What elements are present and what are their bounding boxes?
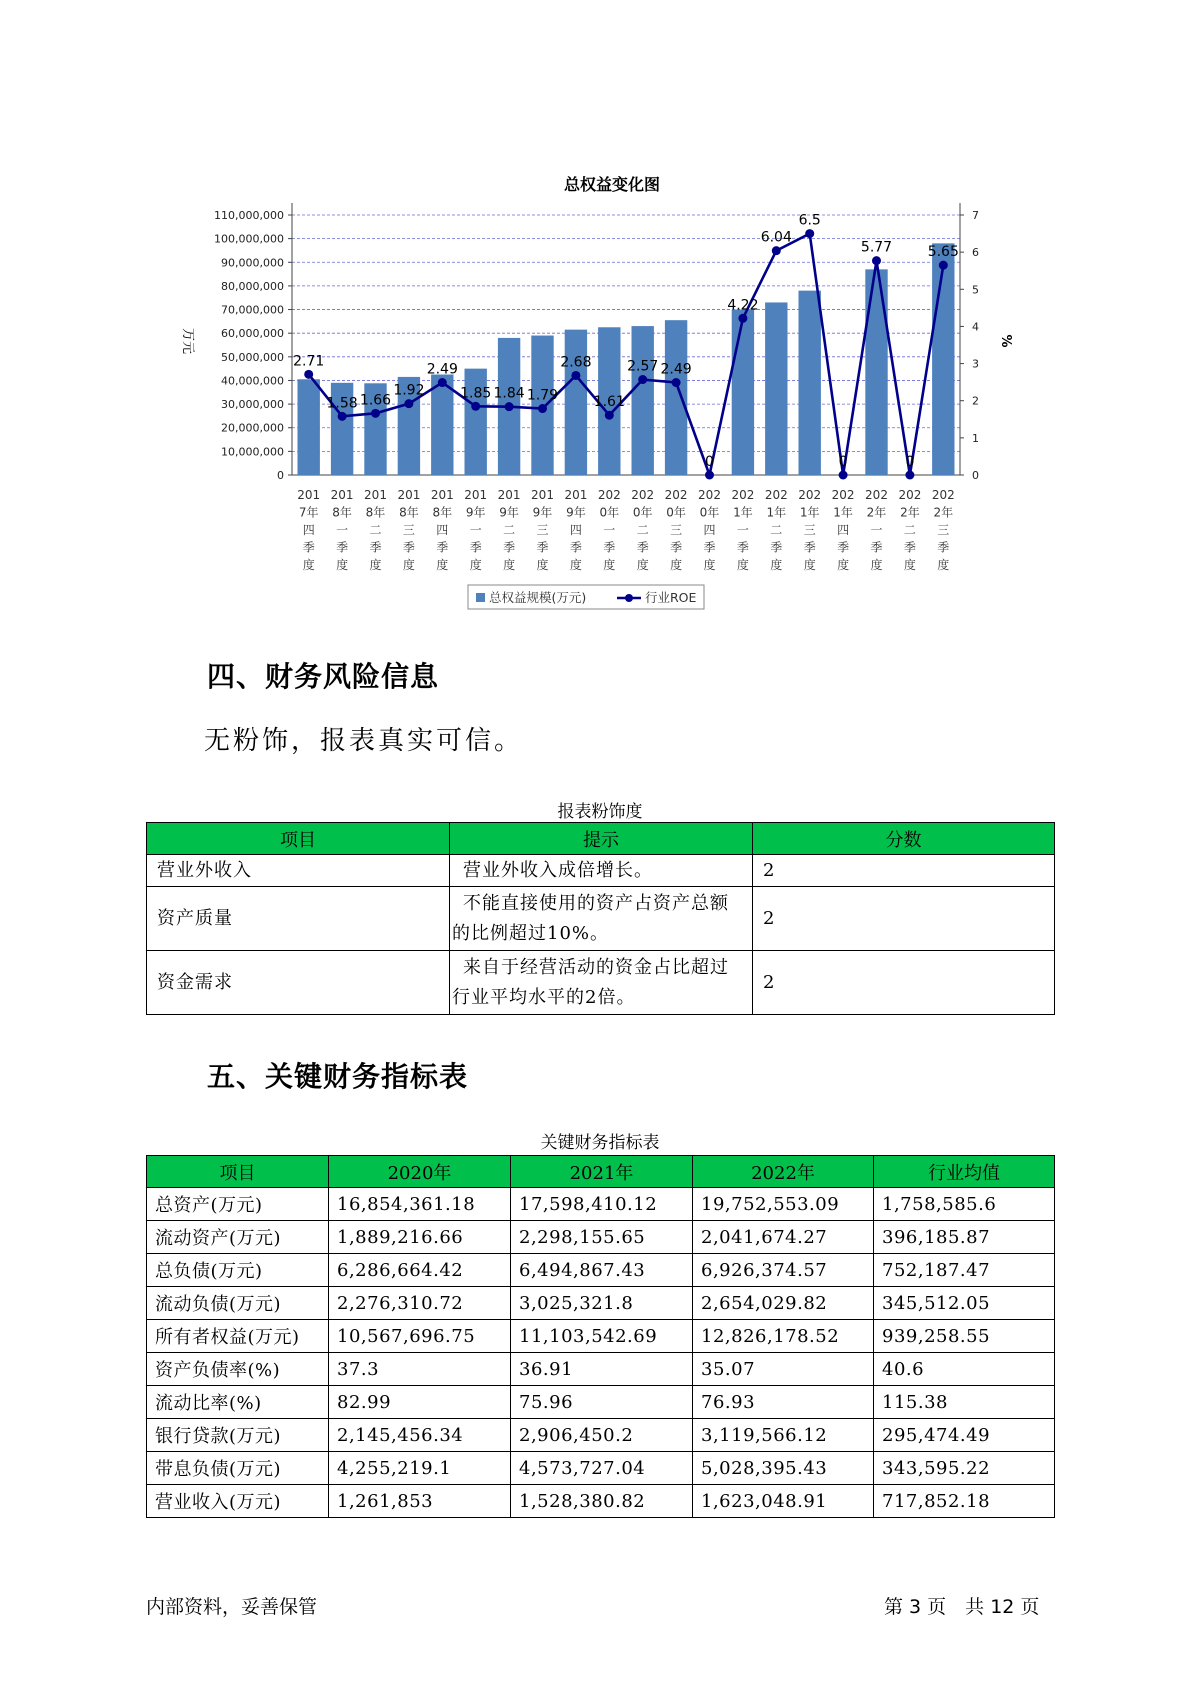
x-tick-label: 度: [536, 558, 549, 572]
kpi-value-cell: 36.91: [511, 1353, 693, 1386]
x-tick-label: 季: [536, 540, 549, 555]
bar: [732, 310, 754, 475]
roe-data-label: 1.58: [326, 395, 358, 412]
kpi-value-cell: 6,286,664.42: [329, 1254, 511, 1287]
x-tick-label: 9年: [566, 505, 586, 520]
x-tick-label: 季: [603, 540, 616, 555]
table-row: [147, 1320, 1055, 1353]
roe-data-label: 1.79: [526, 387, 559, 404]
risk-item: 营业外收入: [147, 855, 450, 887]
x-tick-label: 二: [503, 523, 516, 537]
kpi-value-cell: 10,567,696.75: [329, 1320, 511, 1353]
roe-point: [605, 411, 614, 420]
risk-hint: 来自于经营活动的资金占比超过行业平均水平的2倍。: [450, 951, 753, 1015]
x-tick-label: 度: [302, 558, 315, 572]
x-tick-label: 度: [770, 558, 783, 572]
header-cell: 2022年: [693, 1156, 874, 1188]
y-tick-label: 40,000,000: [221, 374, 284, 388]
legend-line-label: 行业ROE: [645, 590, 697, 605]
kpi-value-cell: 2,041,674.27: [693, 1221, 874, 1254]
x-tick-label: 度: [436, 558, 449, 572]
x-tick-label: 二: [770, 523, 783, 537]
bar: [665, 320, 687, 475]
roe-point: [471, 402, 480, 411]
risk-score: 2: [753, 951, 1055, 1015]
x-tick-label: 2年: [900, 505, 920, 520]
kpi-value-cell: 752,187.47: [874, 1254, 1055, 1287]
kpi-table: [146, 1155, 1055, 1518]
x-tick-label: 201: [364, 488, 387, 502]
kpi-value-cell: 717,852.18: [874, 1485, 1055, 1518]
header-cell: 提示: [450, 823, 753, 855]
x-tick-label: 度: [736, 558, 749, 572]
roe-data-label: 5.77: [860, 239, 893, 256]
kpi-value-cell: 3,025,321.8: [511, 1287, 693, 1320]
table-row: [147, 1287, 1055, 1320]
x-tick-label: 一: [870, 523, 883, 537]
table-row: [147, 1188, 1055, 1221]
x-tick-label: 2年: [866, 505, 887, 520]
roe-point: [905, 471, 914, 480]
roe-data-label: 1.61: [593, 394, 625, 411]
x-tick-label: 季: [569, 540, 582, 555]
risk-table-header-row: [147, 823, 1055, 855]
kpi-value-cell: 1,758,585.6: [874, 1188, 1055, 1221]
kpi-value-cell: 12,826,178.52: [693, 1320, 874, 1353]
roe-point: [805, 229, 814, 238]
x-tick-label: 季: [937, 540, 950, 555]
x-tick-label: 季: [670, 540, 683, 555]
x-tick-label: 度: [336, 558, 349, 572]
x-tick-label: 度: [837, 558, 850, 572]
footer-page-number: 第 3 页 共 12 页: [884, 1596, 1040, 1618]
roe-point: [538, 404, 547, 413]
x-tick-label: 季: [837, 540, 850, 555]
roe-point: [404, 399, 413, 408]
x-tick-label: 四: [837, 523, 850, 537]
roe-data-label: 4.22: [727, 297, 759, 314]
roe-point: [772, 246, 781, 255]
x-tick-label: 202: [798, 488, 822, 502]
x-tick-label: 8年: [432, 505, 453, 520]
kpi-row-label: 流动负债(万元): [147, 1287, 329, 1320]
kpi-value-cell: 82.99: [329, 1386, 511, 1419]
x-tick-label: 201: [497, 488, 521, 502]
x-tick-label: 0年: [699, 505, 720, 520]
roe-data-label: 0: [838, 454, 848, 470]
x-tick-label: 度: [803, 558, 816, 572]
header-cell: 2020年: [329, 1156, 511, 1188]
x-tick-label: 二: [636, 523, 649, 537]
x-tick-label: 202: [831, 488, 855, 502]
x-tick-label: 9年: [499, 505, 519, 520]
x-tick-label: 度: [402, 558, 415, 572]
y-tick-label: 10,000,000: [221, 445, 284, 459]
y2-tick-label: 7: [972, 209, 979, 222]
kpi-value-cell: 2,298,155.65: [511, 1221, 693, 1254]
x-tick-label: 季: [402, 540, 415, 555]
kpi-value-cell: 939,258.55: [874, 1320, 1055, 1353]
x-tick-label: 度: [870, 558, 883, 572]
roe-point: [872, 256, 881, 265]
x-tick-label: 一: [736, 523, 749, 537]
kpi-value-cell: 19,752,553.09: [693, 1188, 874, 1221]
x-tick-label: 三: [536, 523, 549, 537]
chart-title: 总权益变化图: [563, 175, 661, 194]
x-tick-label: 7年: [298, 505, 319, 520]
x-tick-label: 201: [464, 488, 488, 502]
kpi-value-cell: 5,028,395.43: [693, 1452, 874, 1485]
bar: [799, 291, 821, 475]
risk-score: 2: [753, 855, 1055, 887]
kpi-value-cell: 2,276,310.72: [329, 1287, 511, 1320]
x-tick-label: 202: [631, 488, 655, 502]
roe-data-label: 6.04: [760, 229, 792, 246]
kpi-value-cell: 4,255,219.1: [329, 1452, 511, 1485]
kpi-value-cell: 396,185.87: [874, 1221, 1055, 1254]
x-tick-label: 度: [937, 558, 950, 572]
risk-table: [146, 822, 1055, 1015]
x-tick-label: 季: [369, 540, 382, 555]
bar: [565, 330, 587, 475]
x-tick-label: 1年: [833, 505, 853, 520]
bar: [298, 379, 320, 475]
kpi-value-cell: 75.96: [511, 1386, 693, 1419]
equity-chart: [170, 165, 1020, 625]
kpi-row-label: 银行贷款(万元): [147, 1419, 329, 1452]
header-cell: 行业均值: [874, 1156, 1055, 1188]
kpi-row-label: 资产负债率(%): [147, 1353, 329, 1386]
roe-point: [738, 314, 747, 323]
x-tick-label: 201: [330, 488, 354, 502]
x-tick-label: 一: [469, 523, 482, 537]
kpi-row-label: 总资产(万元): [147, 1188, 329, 1221]
header-cell: 项目: [147, 823, 450, 855]
table-row: [147, 855, 1055, 887]
table-row: [147, 1452, 1055, 1485]
bar: [932, 243, 954, 475]
roe-data-label: 1.85: [460, 385, 492, 402]
x-tick-label: 季: [636, 540, 649, 555]
kpi-table-header-row: [147, 1156, 1055, 1188]
x-tick-label: 一: [336, 523, 349, 537]
x-tick-label: 202: [664, 488, 688, 502]
kpi-row-label: 总负债(万元): [147, 1254, 329, 1287]
x-tick-label: 三: [670, 523, 683, 537]
x-tick-label: 2年: [933, 505, 954, 520]
x-tick-label: 季: [436, 540, 449, 555]
x-tick-label: 8年: [365, 505, 386, 520]
y-tick-label: 80,000,000: [221, 279, 284, 293]
roe-point: [304, 370, 313, 379]
roe-data-label: 2.57: [627, 358, 659, 375]
x-tick-label: 度: [703, 558, 716, 572]
roe-point: [371, 409, 380, 418]
roe-point: [438, 378, 447, 387]
risk-item: 资产质量: [147, 887, 450, 951]
x-tick-label: 201: [397, 488, 421, 502]
kpi-value-cell: 295,474.49: [874, 1419, 1055, 1452]
section-4-paragraph: 无粉饰，报表真实可信。: [204, 726, 524, 756]
x-tick-label: 季: [469, 540, 482, 555]
roe-data-label: 2.68: [560, 354, 592, 371]
header-cell: 2021年: [511, 1156, 693, 1188]
x-tick-label: 202: [731, 488, 755, 502]
roe-data-label: 0: [705, 454, 714, 470]
x-tick-label: 季: [336, 540, 349, 555]
x-tick-label: 四: [703, 523, 716, 537]
table-row: [147, 887, 1055, 951]
kpi-value-cell: 11,103,542.69: [511, 1320, 693, 1353]
kpi-value-cell: 40.6: [874, 1353, 1055, 1386]
bar: [765, 302, 787, 475]
risk-table-caption: 报表粉饰度: [557, 802, 643, 822]
y-tick-label: 110,000,000: [214, 209, 284, 222]
y-tick-label: 60,000,000: [221, 327, 284, 341]
y2-tick-label: 4: [972, 320, 979, 334]
x-tick-label: 度: [603, 558, 616, 572]
table-row: [147, 1221, 1055, 1254]
roe-data-label: 1.84: [493, 385, 525, 402]
kpi-row-label: 流动资产(万元): [147, 1221, 329, 1254]
kpi-value-cell: 115.38: [874, 1386, 1055, 1419]
x-tick-label: 201: [430, 488, 454, 502]
legend-bar-swatch: [476, 593, 485, 602]
x-tick-label: 二: [903, 523, 916, 537]
y2-tick-label: 3: [972, 357, 979, 371]
x-tick-label: 0年: [666, 505, 686, 520]
x-tick-label: 202: [931, 488, 955, 502]
x-tick-label: 度: [469, 558, 482, 572]
header-cell: 项目: [147, 1156, 329, 1188]
x-tick-label: 一: [603, 523, 616, 537]
kpi-value-cell: 16,854,361.18: [329, 1188, 511, 1221]
roe-point: [338, 412, 347, 421]
y-tick-label: 30,000,000: [221, 398, 284, 412]
x-tick-label: 季: [803, 540, 816, 555]
x-tick-label: 度: [369, 558, 382, 572]
x-tick-label: 9年: [465, 505, 486, 520]
x-tick-label: 季: [703, 540, 716, 555]
y-tick-label: 20,000,000: [221, 421, 284, 435]
x-tick-label: 202: [698, 488, 721, 502]
bar: [632, 326, 654, 475]
x-tick-label: 度: [903, 558, 916, 572]
table-row: [147, 1254, 1055, 1287]
table-row: [147, 1353, 1055, 1386]
y-tick-label: 0: [277, 469, 284, 482]
x-tick-label: 季: [870, 540, 883, 555]
kpi-row-label: 所有者权益(万元): [147, 1320, 329, 1353]
y2-axis-label: %: [998, 334, 1013, 348]
legend-line-marker: [625, 594, 633, 602]
legend-bar-label: 总权益规模(万元): [489, 590, 587, 605]
roe-point: [505, 402, 514, 411]
y-tick-label: 100,000,000: [214, 232, 284, 246]
kpi-table-caption: 关键财务指标表: [540, 1133, 660, 1153]
kpi-value-cell: 6,494,867.43: [511, 1254, 693, 1287]
kpi-value-cell: 1,261,853: [329, 1485, 511, 1518]
y-tick-label: 50,000,000: [221, 350, 284, 364]
x-tick-label: 季: [302, 540, 315, 555]
kpi-row-label: 营业收入(万元): [147, 1485, 329, 1518]
table-row: [147, 1386, 1055, 1419]
kpi-value-cell: 2,145,456.34: [329, 1419, 511, 1452]
risk-score: 2: [753, 887, 1055, 951]
kpi-value-cell: 6,926,374.57: [693, 1254, 874, 1287]
kpi-table-body: [147, 1188, 1055, 1518]
table-row: [147, 951, 1055, 1015]
kpi-value-cell: 1,528,380.82: [511, 1485, 693, 1518]
x-tick-label: 季: [903, 540, 916, 555]
roe-data-label: 1.66: [359, 392, 392, 409]
x-tick-label: 1年: [733, 505, 753, 520]
x-tick-label: 202: [865, 488, 888, 502]
y-axis-label: 万元: [180, 327, 195, 355]
risk-hint-text: 营业外收入成倍增长。: [463, 859, 653, 881]
x-tick-label: 202: [898, 488, 922, 502]
roe-data-label: 0: [905, 454, 915, 470]
roe-data-label: 2.49: [660, 361, 692, 378]
kpi-value-cell: 2,906,450.2: [511, 1419, 693, 1452]
table-row: [147, 1485, 1055, 1518]
x-tick-label: 201: [531, 488, 554, 502]
x-tick-label: 202: [764, 488, 788, 502]
roe-point: [571, 371, 580, 380]
x-tick-label: 四: [569, 523, 582, 537]
x-tick-label: 三: [402, 523, 415, 537]
x-tick-label: 四: [302, 523, 315, 537]
section-4-heading: 四、财务风险信息: [207, 660, 440, 693]
y2-tick-label: 1: [972, 431, 979, 445]
kpi-value-cell: 345,512.05: [874, 1287, 1055, 1320]
x-tick-label: 201: [564, 488, 588, 502]
y2-tick-label: 2: [972, 394, 979, 408]
x-tick-label: 度: [670, 558, 683, 572]
roe-data-label: 2.71: [293, 353, 325, 370]
kpi-value-cell: 4,573,727.04: [511, 1452, 693, 1485]
x-tick-label: 1年: [799, 505, 820, 520]
x-tick-label: 0年: [632, 505, 653, 520]
x-tick-label: 201: [297, 488, 321, 502]
roe-data-label: 5.65: [927, 244, 959, 261]
x-tick-label: 1年: [766, 505, 787, 520]
section-5-heading: 五、关键财务指标表: [207, 1060, 469, 1093]
kpi-row-label: 流动比率(%): [147, 1386, 329, 1419]
risk-hint: [450, 855, 753, 887]
header-cell: 分数: [753, 823, 1055, 855]
y2-tick-label: 0: [972, 469, 979, 482]
y-tick-label: 70,000,000: [221, 303, 284, 317]
x-tick-label: 8年: [399, 505, 419, 520]
bar: [865, 269, 887, 475]
x-tick-label: 三: [803, 523, 816, 537]
x-tick-label: 0年: [599, 505, 620, 520]
roe-point: [705, 471, 714, 480]
roe-data-label: 2.49: [426, 361, 458, 378]
risk-hint: 不能直接使用的资产占资产总额的比例超过10%。: [450, 887, 753, 951]
y2-tick-label: 5: [972, 283, 979, 297]
x-tick-label: 二: [369, 523, 382, 537]
kpi-row-label: 带息负债(万元): [147, 1452, 329, 1485]
kpi-value-cell: 76.93: [693, 1386, 874, 1419]
x-tick-label: 9年: [532, 505, 553, 520]
kpi-value-cell: 343,595.22: [874, 1452, 1055, 1485]
x-tick-label: 8年: [332, 505, 352, 520]
roe-point: [939, 261, 948, 270]
kpi-value-cell: 35.07: [693, 1353, 874, 1386]
x-tick-label: 季: [770, 540, 783, 555]
x-tick-label: 202: [597, 488, 621, 502]
y-tick-label: 90,000,000: [221, 256, 284, 270]
roe-point: [638, 375, 647, 384]
kpi-value-cell: 1,623,048.91: [693, 1485, 874, 1518]
footer-confidential-note: 内部资料，妥善保管: [146, 1596, 318, 1618]
x-tick-label: 季: [503, 540, 516, 555]
roe-data-label: 1.92: [393, 382, 425, 399]
roe-data-label: 6.5: [798, 212, 821, 229]
x-tick-label: 度: [569, 558, 582, 572]
kpi-value-cell: 37.3: [329, 1353, 511, 1386]
kpi-value-cell: 1,889,216.66: [329, 1221, 511, 1254]
x-tick-label: 三: [937, 523, 950, 537]
roe-point: [839, 471, 848, 480]
x-tick-label: 季: [736, 540, 749, 555]
x-tick-label: 度: [636, 558, 649, 572]
y2-tick-label: 6: [972, 246, 979, 260]
kpi-value-cell: 3,119,566.12: [693, 1419, 874, 1452]
x-tick-label: 四: [436, 523, 449, 537]
x-tick-label: 度: [503, 558, 516, 572]
kpi-value-cell: 17,598,410.12: [511, 1188, 693, 1221]
risk-item: 资金需求: [147, 951, 450, 1015]
table-row: [147, 1419, 1055, 1452]
roe-point: [672, 378, 681, 387]
kpi-value-cell: 2,654,029.82: [693, 1287, 874, 1320]
